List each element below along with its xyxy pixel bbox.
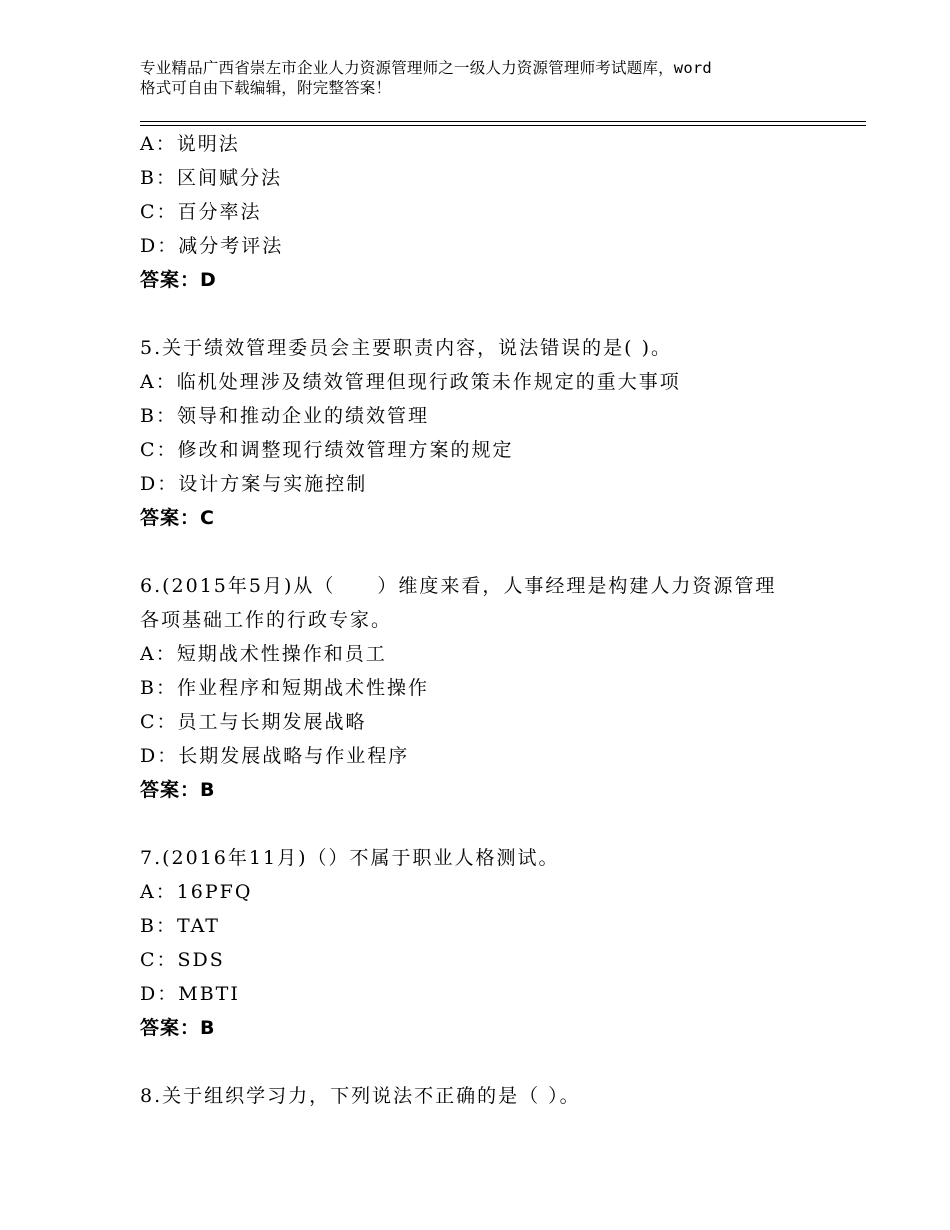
option-d: D：设计方案与实施控制 — [140, 473, 368, 495]
document-header — [140, 58, 840, 98]
question-block-4 — [140, 127, 866, 297]
answer-line: 答案：C — [140, 507, 215, 529]
question-block-8 — [140, 1079, 866, 1113]
header-divider-thick — [140, 121, 866, 122]
option-b: B：TAT — [140, 915, 220, 937]
option-b: B：作业程序和短期战术性操作 — [140, 677, 429, 699]
option-d: D：减分考评法 — [140, 235, 284, 257]
option-c: C：SDS — [140, 949, 225, 971]
spacer — [140, 807, 866, 841]
header-line-2: 格式可自由下载编辑，附完整答案！ — [140, 79, 392, 97]
option-c: C：百分率法 — [140, 201, 262, 223]
spacer — [140, 535, 866, 569]
option-a: A：短期战术性操作和员工 — [140, 643, 387, 665]
option-a: A：16PFQ — [140, 881, 253, 903]
question-block-6 — [140, 569, 866, 807]
option-b: B：区间赋分法 — [140, 167, 282, 189]
answer-line: 答案：D — [140, 269, 217, 291]
question-stem: 8.关于组织学习力，下列说法不正确的是（ ）。 — [140, 1085, 581, 1107]
option-b: B：领导和推动企业的绩效管理 — [140, 405, 429, 427]
header-divider-thin — [140, 125, 866, 126]
question-block-7 — [140, 841, 866, 1045]
option-c: C：修改和调整现行绩效管理方案的规定 — [140, 439, 514, 461]
question-list — [140, 127, 866, 1113]
spacer — [140, 1045, 866, 1079]
answer-line: 答案：B — [140, 779, 216, 801]
header-line-1: 专业精品广西省崇左市企业人力资源管理师之一级人力资源管理师考试题库，word — [140, 59, 712, 77]
answer-line: 答案：B — [140, 1017, 216, 1039]
question-stem: 5.关于绩效管理委员会主要职责内容，说法错误的是( )。 — [140, 337, 672, 359]
question-stem: 7.(2016年11月)（）不属于职业人格测试。 — [140, 847, 560, 869]
spacer — [140, 297, 866, 331]
question-stem: 6.(2015年5月)从（ ）维度来看，人事经理是构建人力资源管理 — [140, 575, 777, 597]
option-d: D：MBTI — [140, 983, 240, 1005]
question-block-5 — [140, 331, 866, 535]
question-stem-continued: 各项基础工作的行政专家。 — [140, 609, 393, 631]
option-a: A：说明法 — [140, 133, 240, 155]
option-c: C：员工与长期发展战略 — [140, 711, 367, 733]
option-d: D：长期发展战略与作业程序 — [140, 745, 410, 767]
option-a: A：临机处理涉及绩效管理但现行政策未作规定的重大事项 — [140, 371, 681, 393]
